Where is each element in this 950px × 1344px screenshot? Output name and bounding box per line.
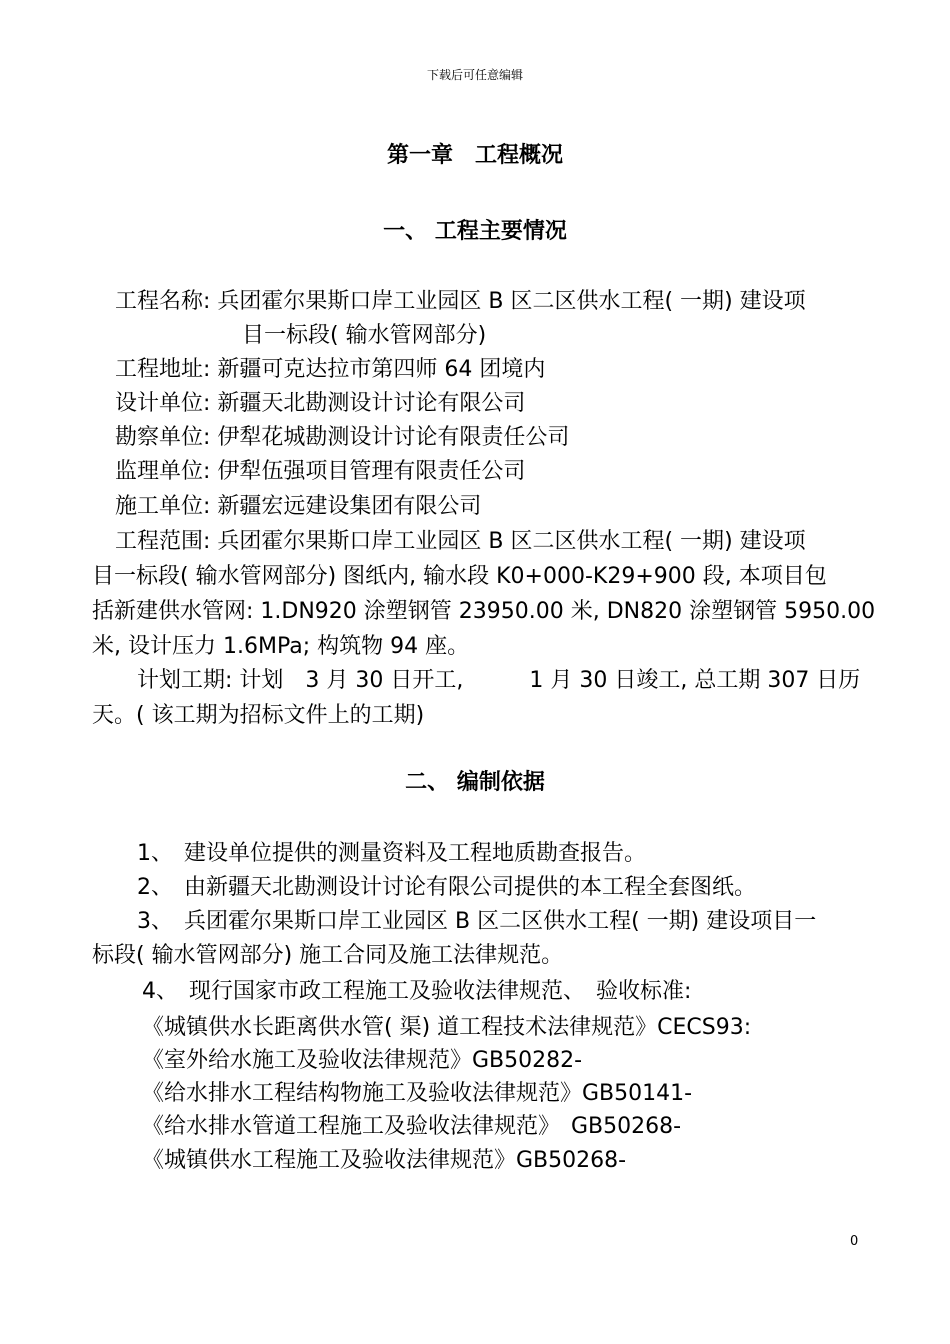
standard-3: 《给水排水工程结构物施工及验收法律规范》GB50141- — [142, 1081, 693, 1106]
basis-item-1: 1、 建设单位提供的测量资料及工程地质勘查报告。 — [137, 841, 646, 866]
standard-5: 《城镇供水工程施工及验收法律规范》GB50268- — [142, 1148, 627, 1173]
page-number: 0 — [850, 1234, 859, 1249]
standard-2: 《室外给水施工及验收法律规范》GB50282- — [142, 1048, 583, 1073]
section-1-title: 一、 工程主要情况 — [383, 219, 567, 244]
design-unit: 设计单位: 新疆天北勘测设计讨论有限公司 — [115, 391, 526, 416]
chapter-title: 第一章 工程概况 — [386, 143, 563, 168]
survey-unit: 勘察单位: 伊犁花城勘测设计讨论有限责任公司 — [115, 425, 570, 450]
project-name-line-2: 目一标段( 输水管网部分) — [242, 323, 487, 348]
project-scope-line-2: 目一标段( 输水管网部分) 图纸内, 输水段 K0+000-K29+900 段, 本项目包 — [92, 564, 827, 589]
schedule-line-2: 天。( 该工期为招标文件上的工期) — [92, 703, 425, 728]
standard-1: 《城镇供水长距离供水管( 渠) 道工程技术法律规范》CECS93: — [142, 1015, 752, 1040]
project-address: 工程地址: 新疆可克达拉市第四师 64 团境内 — [115, 357, 546, 382]
basis-item-2: 2、 由新疆天北勘测设计讨论有限公司提供的本工程全套图纸。 — [137, 875, 756, 900]
page-header: 下载后可任意编辑 — [426, 68, 523, 82]
section-2-title: 二、 编制依据 — [405, 770, 545, 795]
basis-item-3-line-1: 3、 兵团霍尔果斯口岸工业园区 B 区二区供水工程( 一期) 建设项目一 — [137, 909, 817, 934]
project-name-line-1: 工程名称: 兵团霍尔果斯口岸工业园区 B 区二区供水工程( 一期) 建设项 — [115, 289, 806, 314]
schedule-line-1: 计划工期: 计划 3 月 30 日开工, 1 月 30 日竣工, 总工期 307 日历 — [137, 668, 861, 693]
standard-4: 《给水排水管道工程施工及验收法律规范》 GB50268- — [142, 1114, 682, 1139]
supervision-unit: 监理单位: 伊犁伍强项目管理有限责任公司 — [115, 459, 526, 484]
project-scope-line-1: 工程范围: 兵团霍尔果斯口岸工业园区 B 区二区供水工程( 一期) 建设项 — [115, 529, 806, 554]
basis-item-3-line-2: 标段( 输水管网部分) 施工合同及施工法律规范。 — [92, 943, 564, 968]
construction-unit: 施工单位: 新疆宏远建设集团有限公司 — [115, 494, 482, 519]
project-scope-line-3: 括新建供水管网: 1.DN920 涂塑钢管 23950.00 米, DN820 涂塑钢管 5950.00 — [92, 599, 876, 624]
basis-item-4: 4、 现行国家市政工程施工及验收法律规范、 验收标准: — [142, 979, 692, 1004]
project-scope-line-4: 米, 设计压力 1.6MPa; 构筑物 94 座。 — [92, 634, 470, 659]
